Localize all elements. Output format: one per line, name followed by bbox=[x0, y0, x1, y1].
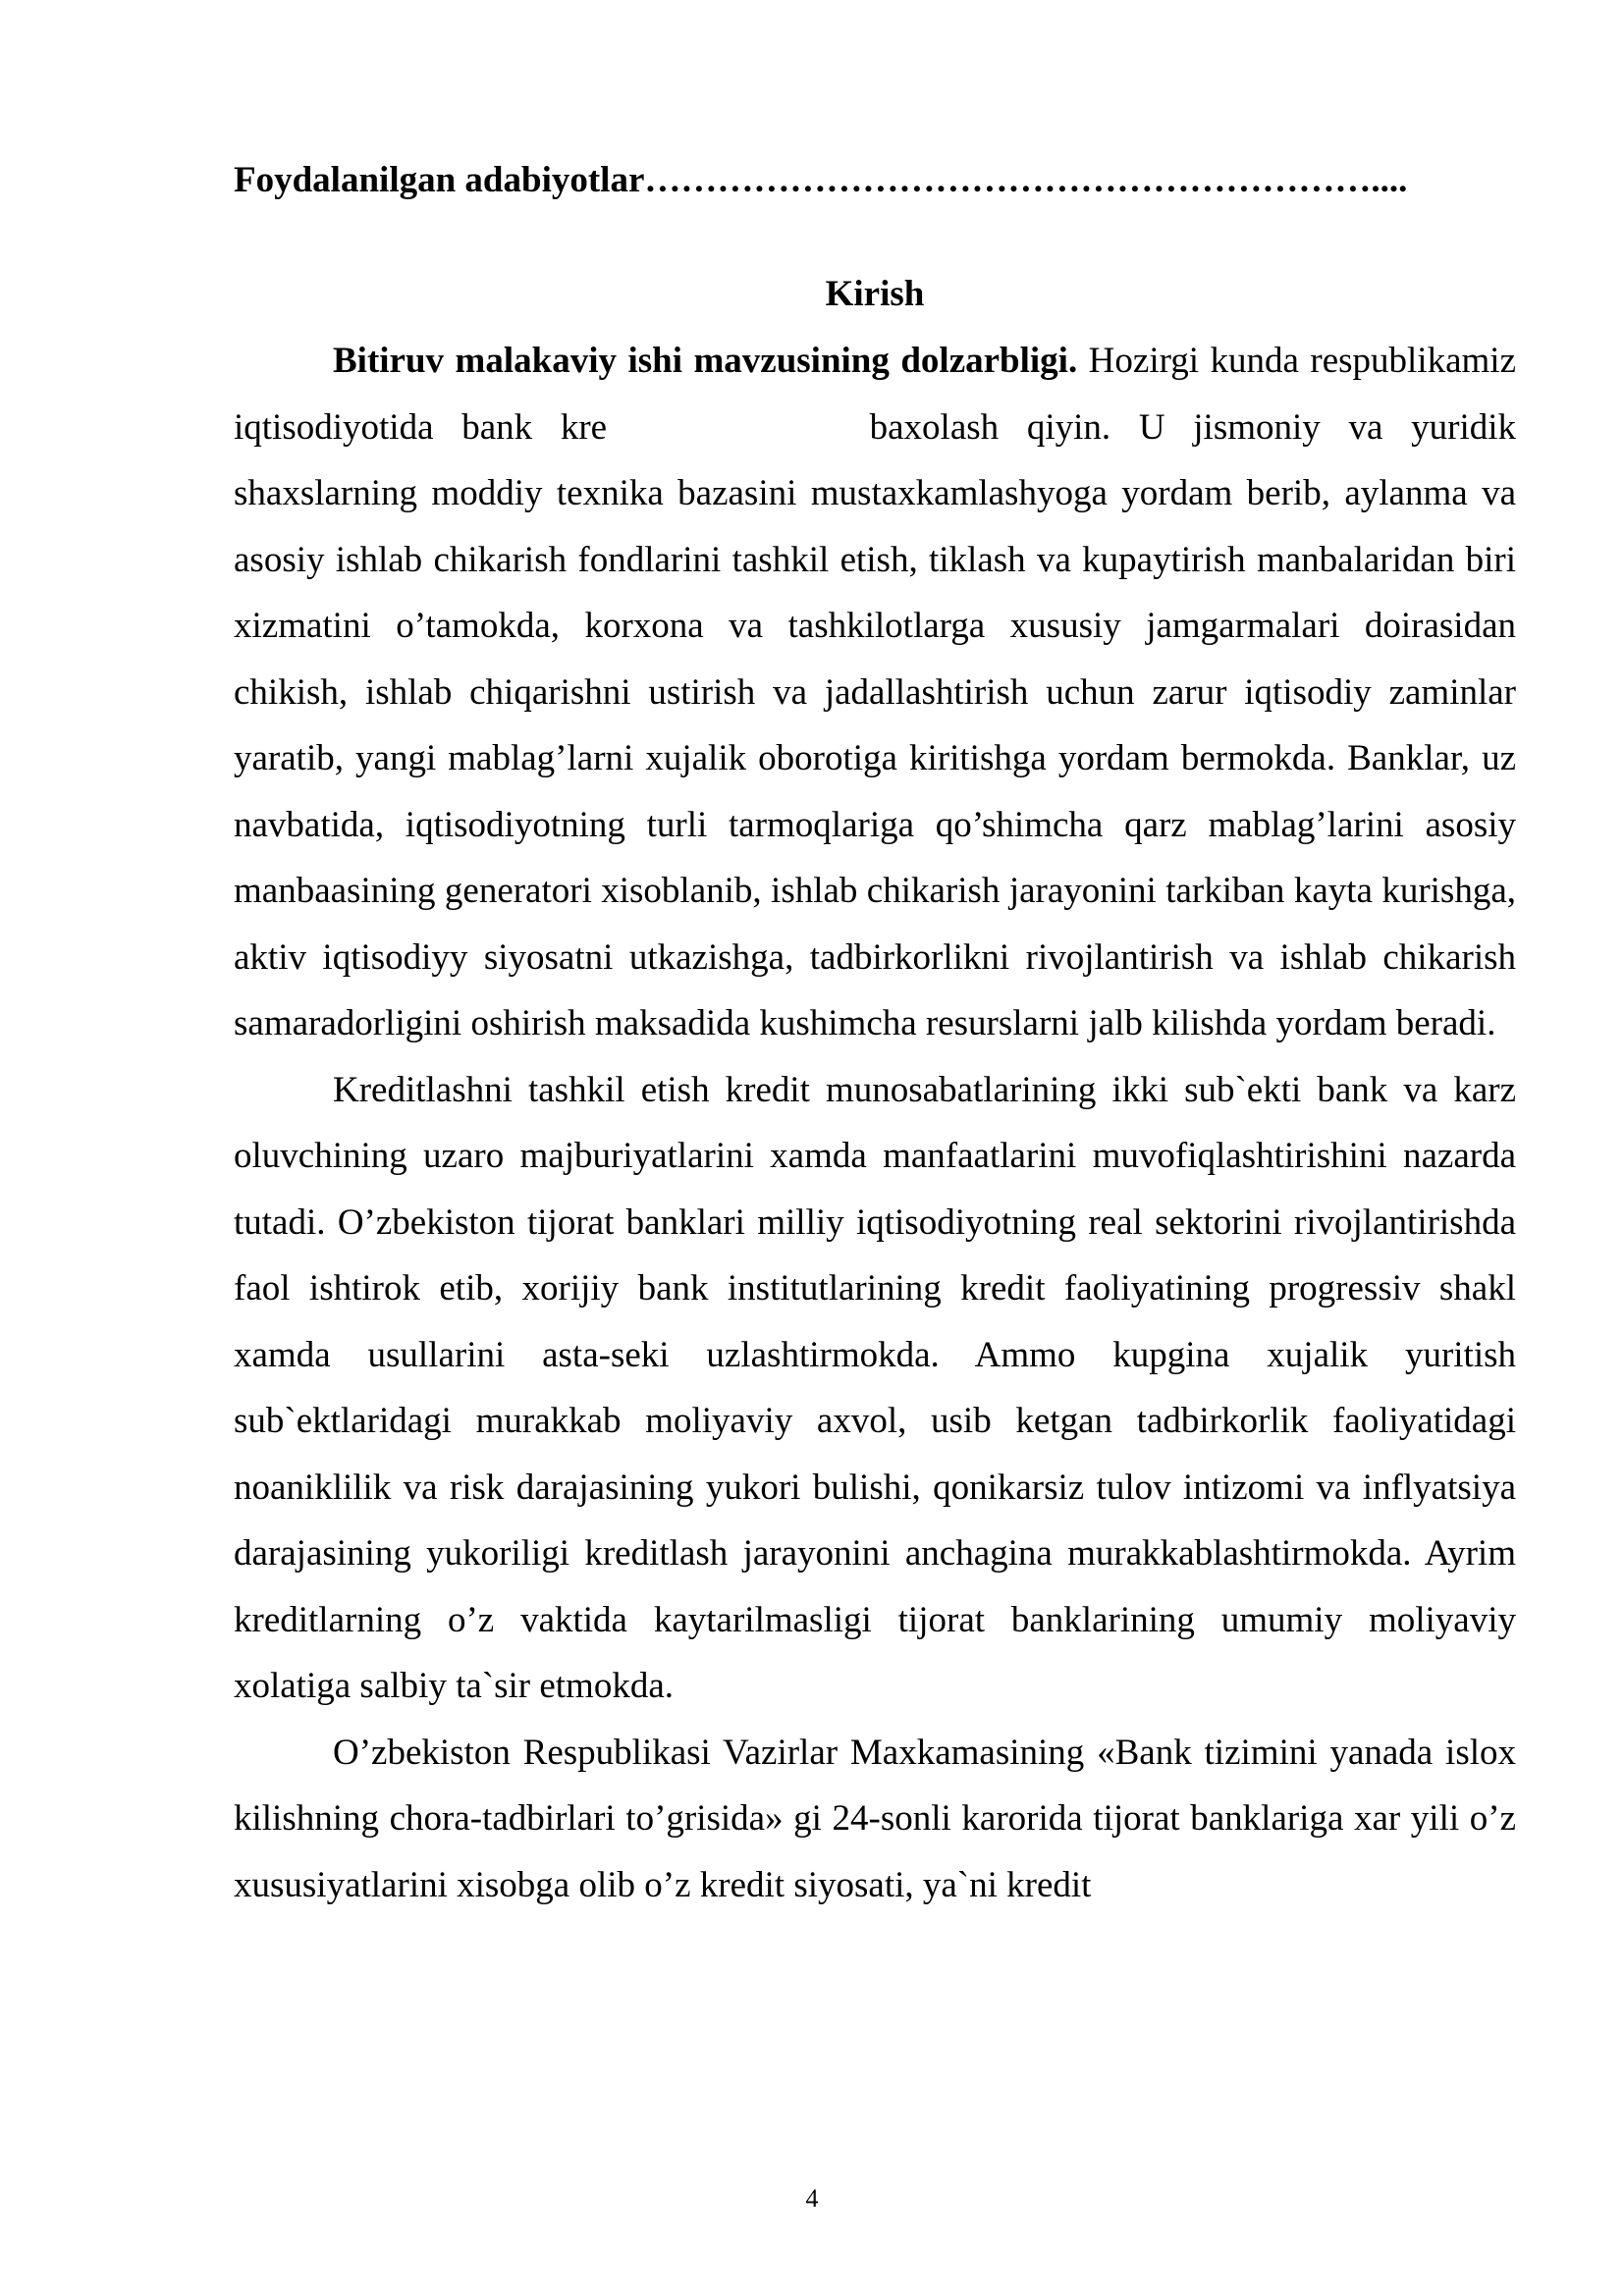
toc-leader-dots: ……………………………………………………. bbox=[644, 160, 1380, 200]
paragraph-3: O’zbekiston Respublikasi Vazirlar Maxkamasining «Bank tizimini yanada islox kilishning chora-tadbirlari to’grisida» gi 24-sonli karorida tijorat banklariga xar yili o’z xususiyatlarini xisobga olib o’z kredit siyosati, ya`ni kredit bbox=[234, 1732, 1516, 1905]
page-content bbox=[234, 147, 1516, 1918]
section-heading: Kirish bbox=[825, 274, 925, 314]
page-number: 4 bbox=[805, 2184, 819, 2213]
paragraph-2: Kreditlashni tashkil etish kredit munosabatlarining ikki sub`ekti bank va karz oluvchining uzaro majburiyatlarini xamda manfaatlarini muvofiqlashtirishini nazarda tutadi. O’zbekiston tijorat banklari milliy iqtisodiyotning real sektorini rivojlantirishda faol ishtirok etib, xorijiy bank institutlarining kredit faoliyatining progressiv shakl xamda usullarini asta-seki uzlashtirmokda. Ammo kupgina xujalik yuritish sub`ektlaridagi murakkab moliyaviy axvol, usib ketgan tadbirkorlik faoliyatidagi noaniklilik va risk darajasining yukori bulishi, qonikarsiz tulov intizomi va inflyatsiya darajasining yukoriligi kreditlash jarayonini anchagina murakkablashtirmokda. Ayrim kreditlarning o’z vaktida kaytarilmasligi tijorat banklarining umumiy moliyaviy xolatiga salbiy ta`sir etmokda. bbox=[234, 1069, 1516, 1706]
toc-entry-label: Foydalanilgan adabiyotlar bbox=[234, 160, 645, 200]
toc-entry-bibliography bbox=[234, 147, 1516, 214]
paragraph-1-bold-lead: Bitiruv malakaviy ishi mavzusining dolzarbligi. bbox=[333, 341, 1078, 381]
paragraph-1-text-a: Hozirgi kunda respublikamiz iqtisodiyotida bank kre bbox=[234, 341, 1516, 448]
toc-leader-tail: ... bbox=[1380, 160, 1408, 200]
obscured-text-region bbox=[607, 407, 841, 448]
paragraph-1-text-b: baxolash qiyin. U jismoniy va yuridik shaxslarning moddiy texnika bazasini mustaxkamlashyoga yordam berib, aylanma va asosiy ishlab chikarish fondlarini tashkil etish, tiklash va kupaytirish manbalaridan biri xizmatini o’tamokda, korxona va tashkilotlarga xususiy jamgarmalari doirasidan chikish, ishlab chiqarishni ustirish va jadallashtirish uchun zarur iqtisodiy zaminlar yaratib, yangi mablag’larni xujalik oborotiga kiritishga yordam bermokda. Banklar, uz navbatida, iqtisodiyotning turli tarmoqlariga qo’shimcha qarz mablag’larini asosiy manbaasining generatori xisoblanib, ishlab chikarish jarayonini tarkiban kayta kurishga, aktiv iqtisodiyy siyosatni utkazishga, tadbirkorlikni rivojlantirish va ishlab chikarish samaradorligini oshirish maksadida kushimcha resurslarni jalb kilishda yordam beradi. bbox=[234, 406, 1516, 1043]
paragraph-1 bbox=[234, 328, 1516, 1057]
